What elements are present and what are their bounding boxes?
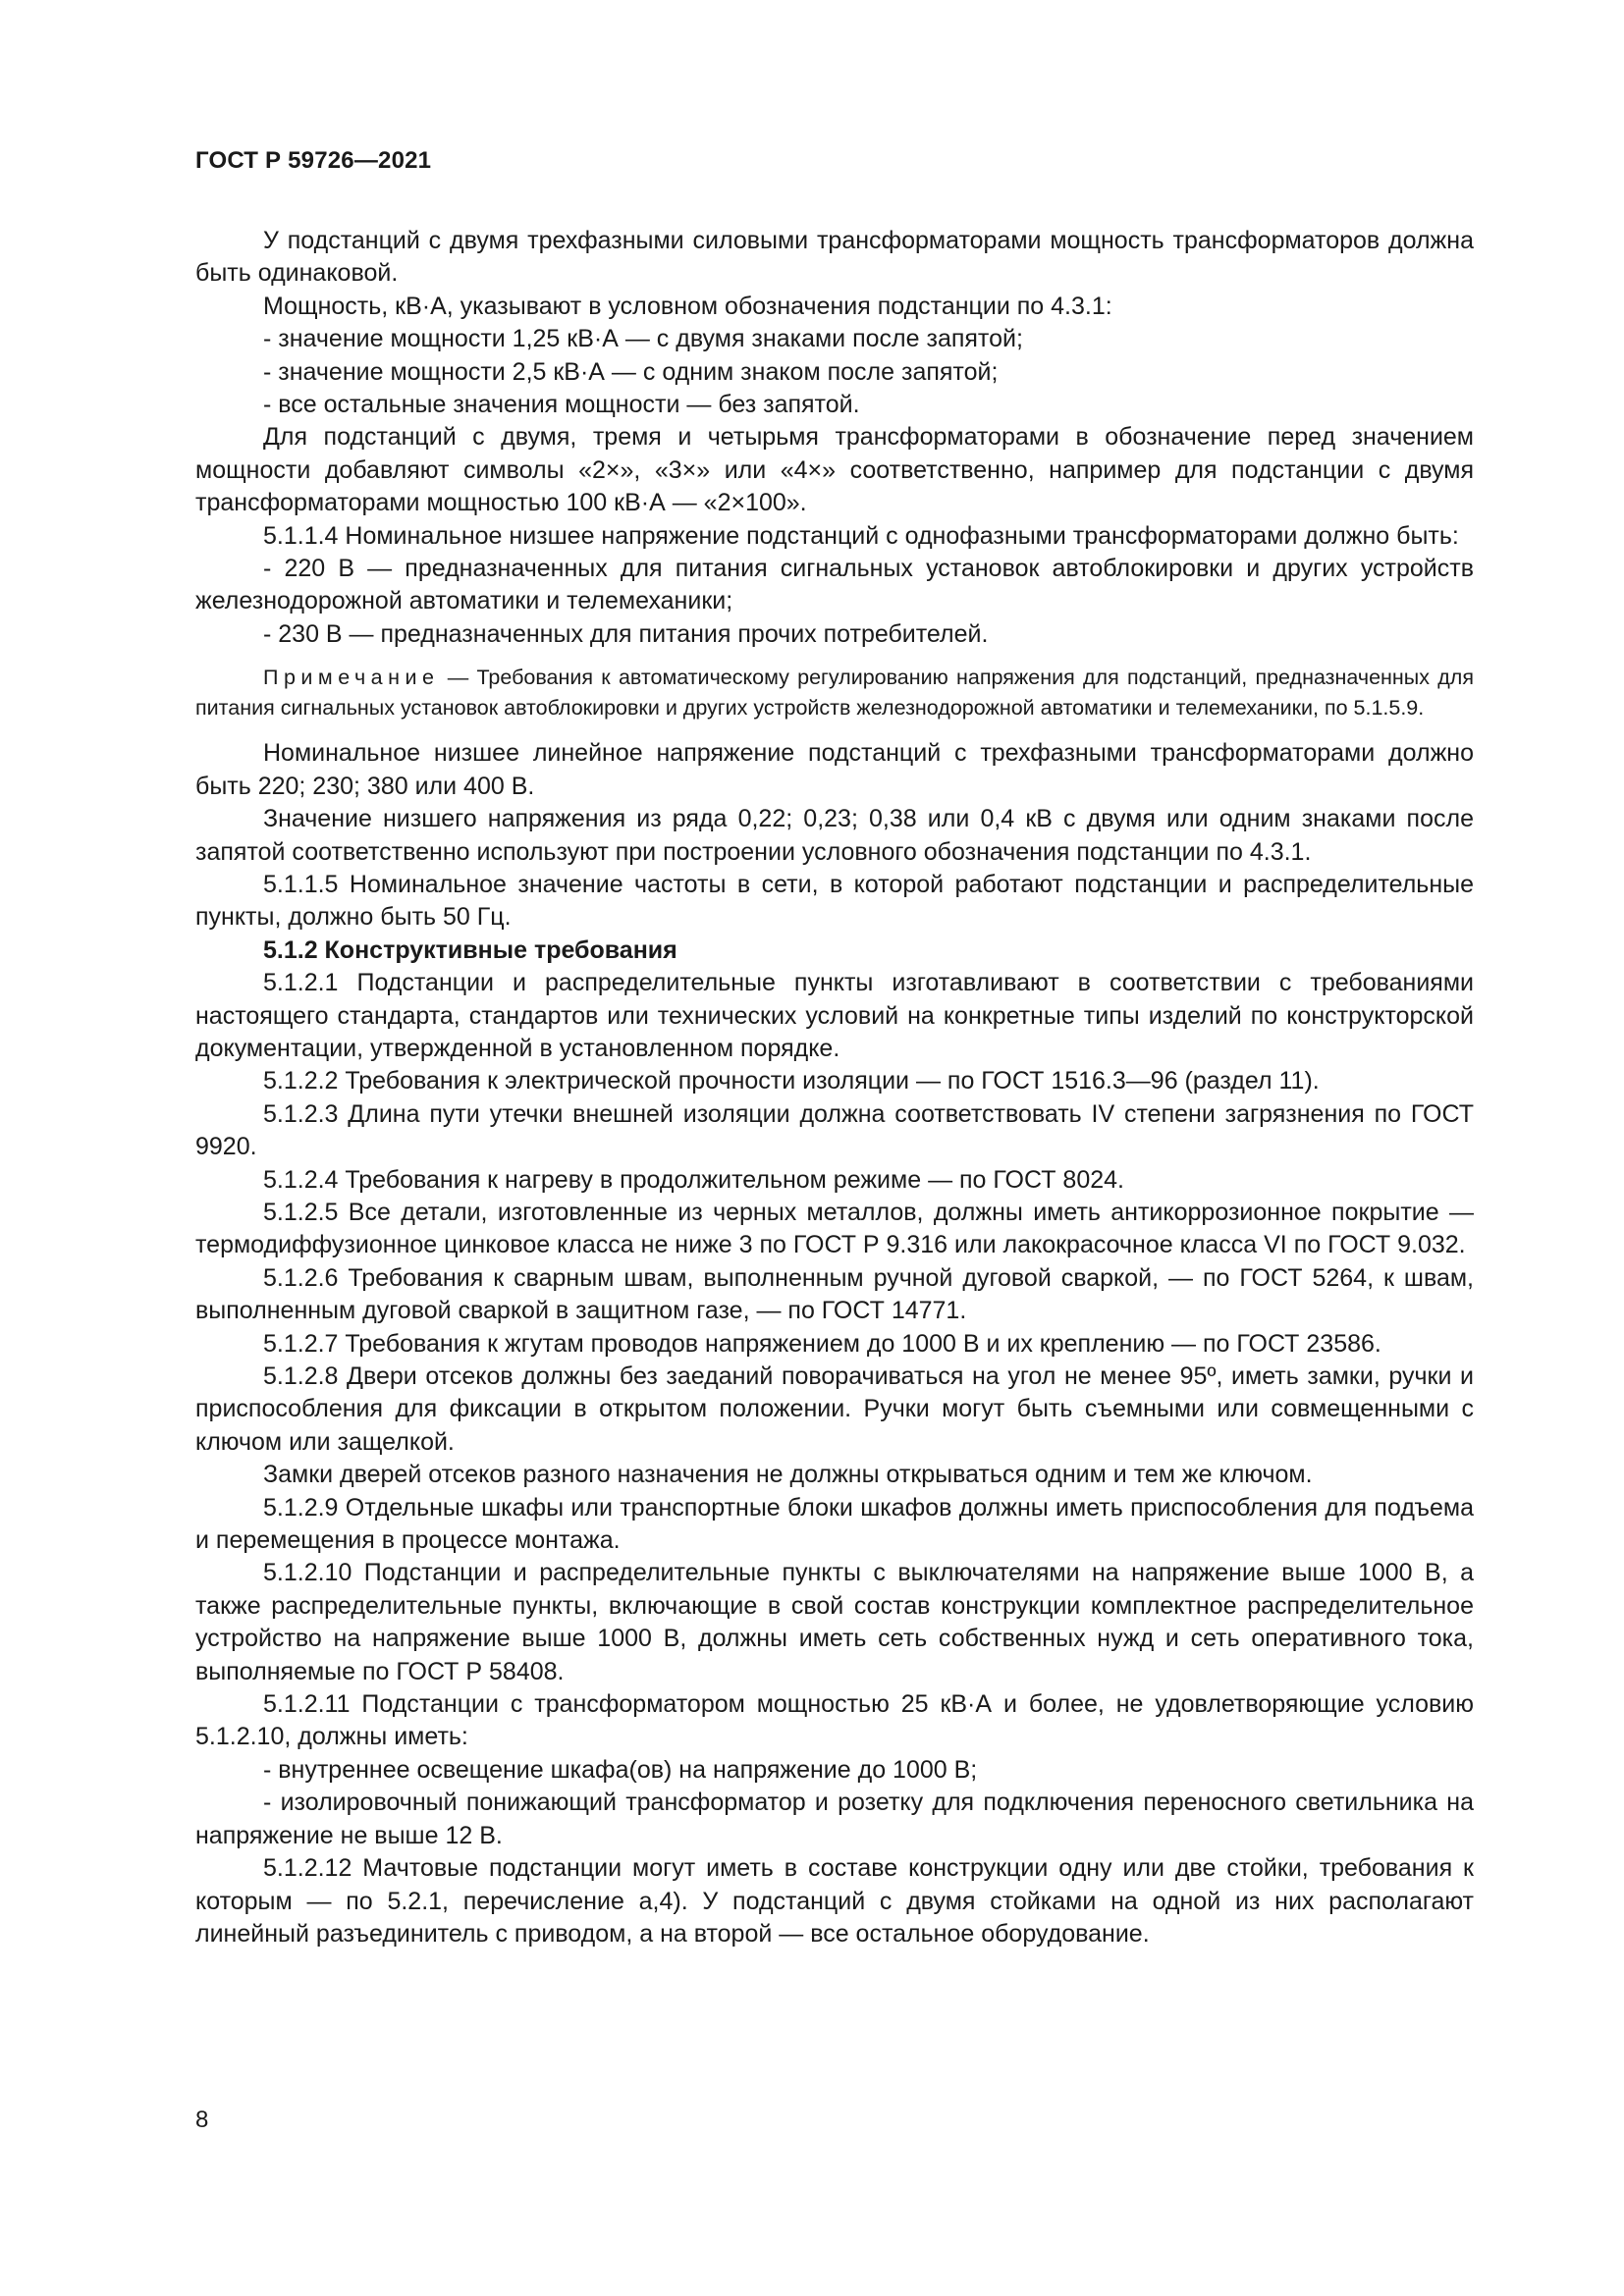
paragraph: 5.1.1.5 Номинальное значение частоты в сети, в которой работают подстанции и распределительные пункты, должно быть 50 Гц. <box>195 870 1474 932</box>
list-item: - 220 В — предназначенных для питания сигнальных установок автоблокировки и других устройств железнодорожной автоматики и телемеханики; <box>195 555 1474 615</box>
list-item: - значение мощности 2,5 кВ·А — с одним знаком после запятой; <box>263 357 999 386</box>
note-text: — Требования к автоматическому регулированию напряжения для подстанций, предназначенных для питания сигнальных установок автоблокировки и других устройств железнодорожной автоматики и телемеханики, по 5.1.5.9. <box>195 666 1474 721</box>
list-item: - 230 В — предназначенных для питания прочих потребителей. <box>263 619 989 648</box>
paragraph: 5.1.1.4 Номинальное низшее напряжение подстанций с однофазными трансформаторами должно быть: <box>263 521 1459 550</box>
paragraph: Замки дверей отсеков разного назначения не должны открываться одним и тем же ключом. <box>263 1461 1313 1489</box>
list-item: - внутреннее освещение шкафа(ов) на напряжение до 1000 В; <box>263 1755 978 1784</box>
paragraph: 5.1.2.1 Подстанции и распределительные пункты изготавливают в соответствии с требованиями настоящего стандарта, стандартов или технических условий на конкретные типы изделий по конструкторской документации, утвержденной в установленном порядке. <box>195 969 1474 1062</box>
document-header: ГОСТ Р 59726—2021 <box>195 147 432 174</box>
paragraph: 5.1.2.5 Все детали, изготовленные из черных металлов, должны иметь антикоррозионное покрытие — термодиффузионное цинковое класса не ниже 3 по ГОСТ Р 9.316 или лакокрасочное класса VI по ГОСТ 9.032. <box>195 1198 1474 1259</box>
paragraph: 5.1.2.2 Требования к электрической прочности изоляции — по ГОСТ 1516.3—96 (раздел 11). <box>263 1067 1320 1095</box>
paragraph: 5.1.2.9 Отдельные шкафы или транспортные блоки шкафов должны иметь приспособления для подъема и перемещения в процессе монтажа. <box>195 1493 1474 1555</box>
paragraph: 5.1.2.8 Двери отсеков должны без заеданий поворачиваться на угол не менее 95º, иметь замки, ручки и приспособления для фиксации в открытом положении. Ручки могут быть съемными или совмещенными с ключом или защелкой. <box>195 1362 1474 1456</box>
note-label: Примечание <box>263 666 440 690</box>
paragraph: Для подстанций с двумя, тремя и четырьмя трансформаторами в обозначение перед значением мощности добавляют символы «2×», «3×» или «4×» соответственно, например для подстанции с двумя трансформаторами мощностью 100 кВ·А — «2×100». <box>195 423 1474 517</box>
paragraph: 5.1.2.7 Требования к жгутам проводов напряжением до 1000 В и их креплению — по ГОСТ 23586. <box>263 1329 1381 1358</box>
paragraph: 5.1.2.11 Подстанции с трансформатором мощностью 25 кВ·А и более, не удовлетворяющие условию 5.1.2.10, должны иметь: <box>195 1690 1474 1751</box>
page-number: 8 <box>195 2107 209 2133</box>
list-item: - изолировочный понижающий трансформатор и розетку для подключения переносного светильника на напряжение не выше 12 В. <box>195 1789 1474 1849</box>
paragraph: 5.1.2.4 Требования к нагреву в продолжительном режиме — по ГОСТ 8024. <box>263 1165 1124 1194</box>
paragraph: Значение низшего напряжения из ряда 0,22; 0,23; 0,38 или 0,4 кВ с двумя или одним знаками после запятой соответственно используют при построении условного обозначения подстанции по 4.3.1. <box>195 805 1474 866</box>
paragraph: 5.1.2.12 Мачтовые подстанции могут иметь в составе конструкции одну или две стойки, требования к которым — по 5.2.1, перечисление а,4). У подстанций с двумя стойками на одной из них располагают линейный разъединитель с приводом, а на второй — все остальное оборудование. <box>195 1854 1474 1948</box>
list-item: - все остальные значения мощности — без запятой. <box>263 391 860 419</box>
note <box>195 663 1474 723</box>
paragraph: 5.1.2.6 Требования к сварным швам, выполненным ручной дуговой сваркой, — по ГОСТ 5264, к швам, выполненным дуговой сваркой в защитном газе, — по ГОСТ 14771. <box>195 1263 1474 1325</box>
section-heading: 5.1.2 Конструктивные требования <box>263 935 677 964</box>
list-item: - значение мощности 1,25 кВ·А — с двумя знаками после запятой; <box>263 325 1023 353</box>
paragraph: 5.1.2.3 Длина пути утечки внешней изоляции должна соответствовать IV степени загрязнения по ГОСТ 9920. <box>195 1099 1474 1161</box>
paragraph: Мощность, кВ·А, указывают в условном обозначения подстанции по 4.3.1: <box>263 292 1112 320</box>
paragraph: Номинальное низшее линейное напряжение подстанций с трехфазными трансформаторами должно быть 220; 230; 380 или 400 В. <box>195 739 1474 800</box>
document-body <box>195 225 1474 1950</box>
paragraph: У подстанций с двумя трехфазными силовыми трансформаторами мощность трансформаторов должна быть одинаковой. <box>195 227 1474 288</box>
paragraph: 5.1.2.10 Подстанции и распределительные пункты с выключателями на напряжение выше 1000 В, а также распределительные пункты, включающие в свой состав конструкции комплектное распределительное устройство на напряжение выше 1000 В, должны иметь сеть собственных нужд и сеть оперативного тока, выполняемые по ГОСТ Р 58408. <box>195 1559 1474 1685</box>
